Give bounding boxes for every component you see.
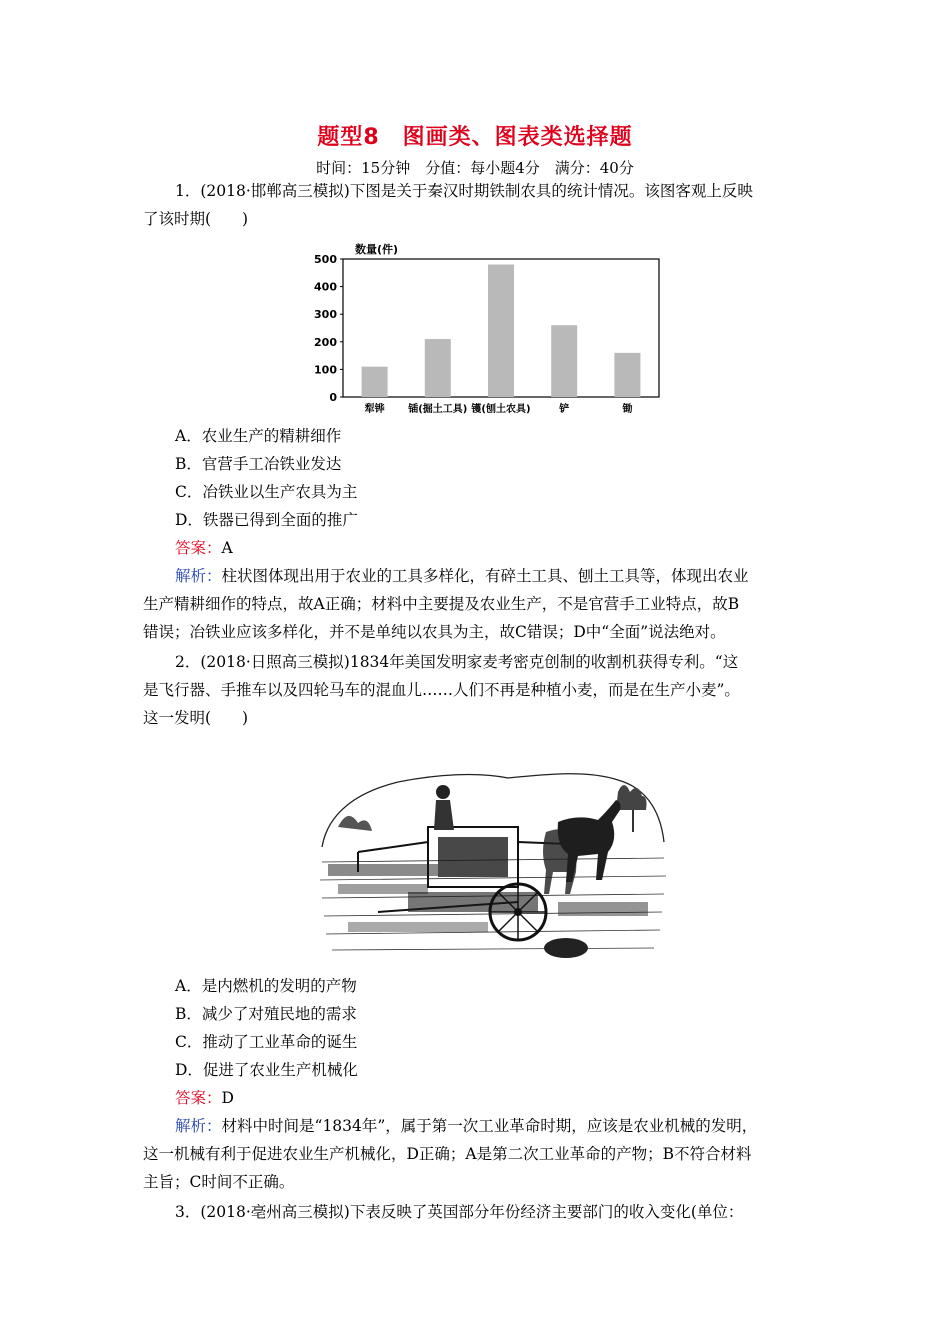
x-tick-label: 镬(刨土农具) (471, 404, 531, 415)
q2-stem-line2: 是飞行器、手推车以及四轮马车的混血儿……人们不再是种植小麦，而是在生产小麦”。 (143, 681, 740, 699)
q2-option-b: B．减少了对殖民地的需求 (175, 1005, 357, 1023)
q2-analysis-label: 解析： (175, 1117, 222, 1135)
x-tick-label: 锄 (622, 404, 633, 415)
page-title: 题型8 图画类、图表类选择题 (317, 125, 633, 150)
q2-option-c: C．推动了工业革命的诞生 (175, 1033, 358, 1051)
q1-option-c: C．冶铁业以生产农具为主 (175, 483, 358, 501)
q1-analysis-line1 (175, 563, 845, 589)
x-tick-label: 锸(掘土工具) (408, 404, 468, 415)
y-tick-label: 300 (314, 308, 337, 322)
q1-bar-chart (300, 236, 670, 420)
q1-option-d: D．铁器已得到全面的推广 (175, 511, 358, 529)
q1-option-b: B．官营手工冶铁业发达 (175, 455, 342, 473)
chart-x-labels (365, 402, 634, 415)
y-tick-label: 400 (314, 280, 337, 294)
y-tick-label: 200 (314, 335, 337, 349)
q2-analysis-line3: 主旨；C时间不正确。 (143, 1173, 295, 1191)
q1-answer-label: 答案： (175, 539, 222, 557)
chart-bar (551, 325, 577, 397)
q2-analysis-text1: 材料中时间是“1834年”，属于第一次工业革命时期，应该是农业机械的发明， (221, 1117, 758, 1135)
q3-stem-line1: 3．(2018·亳州高三模拟)下表反映了英国部分年份经济主要部门的收入变化(单位： (175, 1203, 744, 1221)
page-subtitle: 时间：15分钟 分值：每小题4分 满分：40分 (316, 159, 634, 177)
q1-analysis-text1: 柱状图体现出用于农业的工具多样化，有碎土工具、刨土工具等，体现出农业 (221, 567, 749, 585)
q2-answer (175, 1085, 845, 1111)
q1-answer-value: A (221, 539, 233, 557)
x-tick-label: 犁铧 (364, 404, 385, 415)
q2-answer-value: D (221, 1089, 234, 1107)
q2-option-a: A．是内燃机的发明的产物 (175, 977, 357, 995)
q2-answer-label: 答案： (175, 1089, 222, 1107)
q2-analysis-line1 (175, 1113, 845, 1139)
q1-answer (175, 535, 845, 561)
reaper-illustration (318, 752, 668, 966)
q2-stem-line1: 2．(2018·日照高三模拟)1834年美国发明家麦考密克创制的收割机获得专利。“这 (175, 653, 739, 671)
q1-stem-line1: 1．(2018·邯郸高三模拟)下图是关于秦汉时期铁制农具的统计情况。该图客观上反映 (175, 182, 753, 200)
q1-option-a: A．农业生产的精耕细作 (175, 427, 342, 445)
q1-analysis-line3: 错误；冶铁业应该多样化，并不是单纯以农具为主，故C错误；D中“全面”说法绝对。 (143, 623, 726, 641)
chart-bar (614, 353, 640, 397)
q2-option-d: D．促进了农业生产机械化 (175, 1061, 358, 1079)
x-tick-label: 铲 (559, 404, 570, 415)
q2-analysis-line2: 这一机械有利于促进农业生产机械化，D正确；A是第二次工业革命的产物；B不符合材料 (143, 1145, 752, 1163)
y-tick-label: 500 (314, 253, 337, 266)
chart-y-axis-label: 数量(件) (355, 243, 399, 256)
q1-analysis-label: 解析： (175, 567, 222, 585)
y-tick-label: 100 (314, 363, 337, 377)
q1-stem-line2: 了该时期( ) (143, 210, 249, 228)
q2-stem-line3: 这一发明( ) (143, 709, 249, 727)
q1-analysis-line2: 生产精耕细作的特点，故A正确；材料中主要提及农业生产，不是官营手工业特点，故B (143, 595, 740, 613)
y-tick-label: 0 (329, 391, 337, 404)
chart-bar (425, 339, 451, 397)
chart-bar (488, 265, 514, 397)
chart-y-ticks (314, 253, 343, 404)
chart-bars (362, 265, 641, 397)
chart-bar (362, 367, 388, 397)
